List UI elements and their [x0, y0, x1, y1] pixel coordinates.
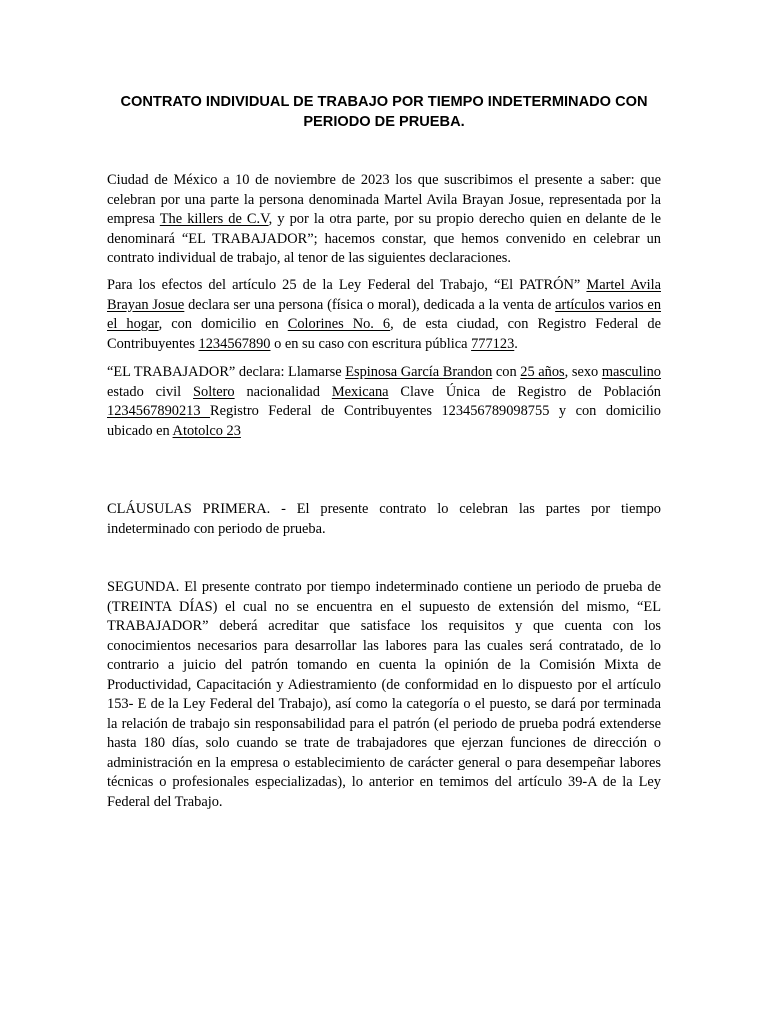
worker-text-5: nacionalidad	[234, 383, 332, 400]
employer-text-1: Para los efectos del artículo 25 de la Ley Federal del Trabajo, “El PATRÓN”	[107, 277, 587, 293]
worker-nationality: Mexicana	[331, 383, 389, 400]
worker-text-4: estado civil	[107, 383, 194, 400]
clause-second: SEGUNDA. El presente contrato por tiempo indeterminado contiene un periodo de prueba de (TREINTA DÍAS) el cual no se encuentra en el supuesto de extensión del mismo, “EL TRABAJADOR” deberá acreditar que satisface los requisitos y que cuenta con los conocimientos necesarios para desarrollar las labores para las cuales será contratado, de lo contrario a juicio del patrón tomando en cuenta la opinión de la Comisión Mixta de Productividad, Capacitación y Adiestramiento (de conformidad en lo dispuesto por el artículo 153- E de la Ley Federal del Trabajo), así como la categoría o el puesto, se dará por terminada la relación de trabajo sin responsabilidad para el patrón (el periodo de prueba podrá extenderse hasta 180 días, solo cuando se trate de trabajadores que ejerzan funciones de dirección o administración en la empresa o establecimiento de carácter general o para desempeñar labores técnicas o profesionales especializadas), lo anterior en temimos del artículo 39-A de la Ley Federal del Trabajo.	[107, 579, 661, 810]
clause-first: CLÁUSULAS PRIMERA. - El presente contrato lo celebran las partes por tiempo indeterminado con periodo de prueba.	[107, 501, 661, 537]
title-line-1: CONTRATO INDIVIDUAL DE TRABAJO POR TIEMPO INDETERMINADO CON	[120, 94, 648, 110]
employer-text-3: , con domicilio en	[158, 316, 288, 332]
worker-text-2: con	[492, 364, 521, 380]
worker-text-3: , sexo	[564, 364, 602, 380]
worker-civil-status: Soltero	[193, 383, 235, 400]
worker-curp: 1234567890213	[107, 403, 211, 419]
employer-text-5: o en su caso con escritura pública	[270, 335, 472, 352]
document-title	[100, 92, 668, 132]
title-line-2: PERIODO DE PRUEBA.	[303, 114, 465, 130]
intro-paragraph	[107, 171, 661, 269]
worker-age: 25 años	[520, 364, 565, 380]
worker-declaration	[107, 363, 661, 441]
employer-activity: artículos varios en el hogar	[107, 296, 662, 332]
employer-declaration	[107, 276, 661, 354]
intro-text-2: , y por la otra parte, por su propio derecho quien en delante de le denominará “EL TRABAJADOR”; hacemos constar, que hemos convenido en celebrar un contrato individual de trabajo, al tenor de las siguientes declaraciones.	[107, 211, 661, 266]
employer-text-2: declara ser una persona (física o moral), dedicada a la venta de	[184, 296, 556, 313]
intro-text-1: Ciudad de México a 10 de noviembre de 2023 los que suscribimos el presente a saber: que celebran por una parte la persona denominada Martel Avila Brayan Josue, representada por la empresa	[107, 172, 661, 227]
worker-sex: masculino	[601, 364, 661, 380]
employer-text-4: , de esta ciudad, con Registro Federal de Contribuyentes	[107, 316, 661, 352]
worker-name: Espinosa García Brandon	[345, 364, 493, 380]
worker-text-7: Registro Federal de Contribuyentes 123456789098755 y con domicilio ubicado en	[107, 403, 661, 439]
worker-text-1: “EL TRABAJADOR” declara: Llamarse	[107, 364, 346, 380]
employer-name: Martel Avila Brayan Josue	[107, 277, 661, 313]
employer-deed: 777123	[471, 335, 515, 352]
company-name: The killers de C.V	[159, 211, 269, 227]
employer-address: Colorines No. 6	[287, 316, 391, 332]
employer-rfc: 1234567890	[198, 335, 271, 352]
worker-text-6: Clave Única de Registro de Población	[388, 383, 661, 400]
worker-address: Atotolco 23	[172, 422, 241, 439]
employer-text-6: .	[514, 335, 518, 352]
